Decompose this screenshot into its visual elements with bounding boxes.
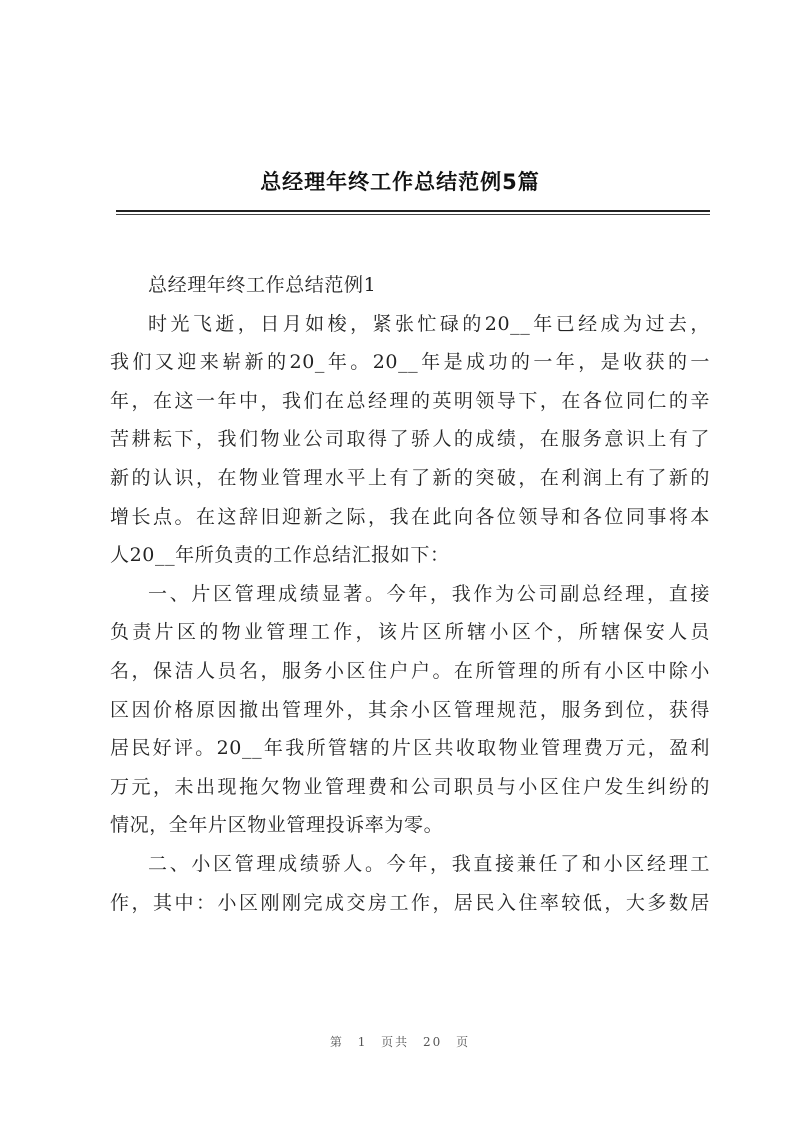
document-body bbox=[110, 266, 710, 922]
title-underline bbox=[116, 210, 710, 212]
text-line: 人20__年所负责的工作总结汇报如下： bbox=[110, 544, 450, 567]
text-line: 情况，全年片区物业管理投诉率为零。 bbox=[110, 814, 444, 837]
text-line: 区因价格原因撤出管理外，其余小区管理规范，服务到位，获得 bbox=[110, 698, 710, 721]
document-title: 总经理年终工作总结范例5篇 bbox=[260, 170, 540, 194]
text-line: 负责片区的物业管理工作，该片区所辖小区个，所辖保安人员 bbox=[110, 621, 710, 644]
text-line: 作，其中：小区刚刚完成交房工作，居民入住率较低，大多数居 bbox=[110, 891, 710, 914]
text-line: 增长点。在这辞旧迎新之际，我在此向各位领导和各位同事将本 bbox=[110, 505, 710, 528]
text-line: 苦耕耘下，我们物业公司取得了骄人的成绩，在服务意识上有了 bbox=[110, 428, 710, 451]
page-number-footer: 第 1 页共 20 页 bbox=[329, 1035, 471, 1049]
text-line: 一、片区管理成绩显著。今年，我作为公司副总经理，直接 bbox=[148, 582, 710, 605]
text-line: 名，保洁人员名，服务小区住户户。在所管理的所有小区中除小 bbox=[110, 659, 710, 682]
text-line: 二、小区管理成绩骄人。今年，我直接兼任了和小区经理工 bbox=[148, 852, 710, 875]
text-line: 总经理年终工作总结范例1 bbox=[148, 274, 377, 296]
text-line: 年，在这一年中，我们在总经理的英明领导下，在各位同仁的辛 bbox=[110, 389, 710, 412]
title-underline-secondary bbox=[116, 214, 710, 215]
text-line: 时光飞逝，日月如梭，紧张忙碌的20__年已经成为过去， bbox=[148, 312, 710, 335]
text-line: 新的认识，在物业管理水平上有了新的突破，在利润上有了新的 bbox=[110, 466, 710, 489]
text-line: 万元，未出现拖欠物业管理费和公司职员与小区住户发生纠纷的 bbox=[110, 775, 710, 798]
text-line: 居民好评。20__年我所管辖的片区共收取物业管理费万元，盈利 bbox=[110, 737, 710, 760]
text-line: 我们又迎来崭新的20_年。20__年是成功的一年，是收获的一 bbox=[110, 351, 710, 374]
